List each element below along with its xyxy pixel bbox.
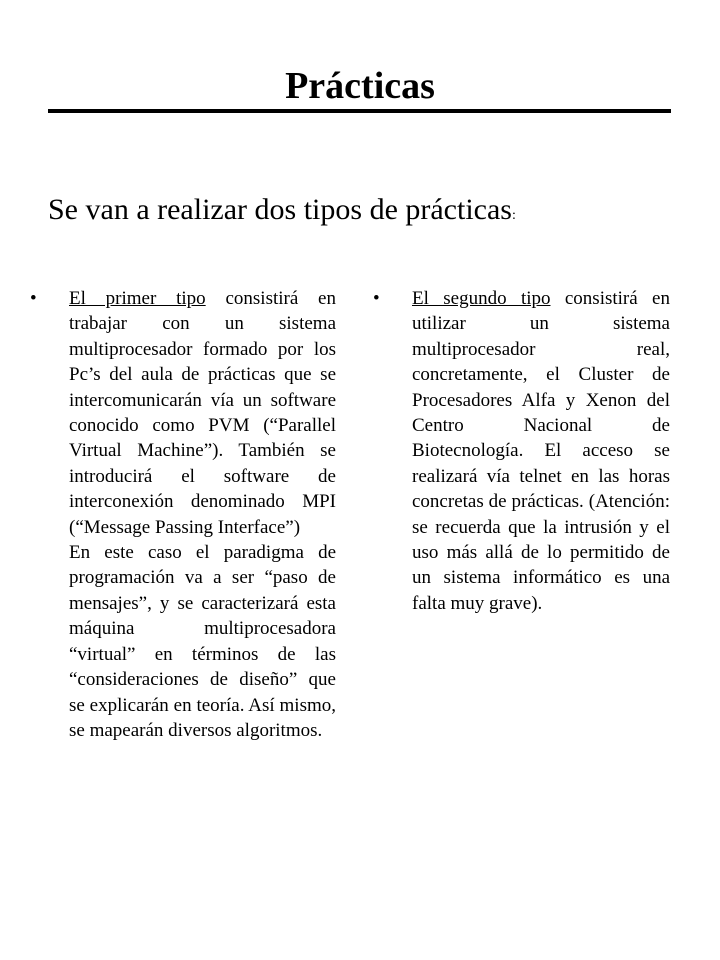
right-column [373,286,670,616]
bullet-label-first-type: El primer tipo [69,288,206,309]
bullet-continuation-paragraph: En este caso el paradigma de programación va a ser “paso de mensajes”, y se caracterizará esta máquina multiprocesadora “virtual” en términos de las “consideraciones de diseño” que se explicarán en teoría. Así mismo, se mapearán diversos algoritmos. [69,542,336,741]
subtitle-colon: : [511,208,516,223]
bullet-body [69,286,336,743]
bullet-text-first-type: consistirá en trabajar con un sistema multiprocesador formado por los Pc’s del aula de prácticas que se intercomunicarán vía un software conocido como PVM (“Parallel Virtual Machine”). También se introducirá el software de interconexión denominado MPI (“Message Passing Interface”) [69,288,336,538]
left-column [30,286,336,743]
bullet-icon: • [373,288,380,309]
bullet-body [412,286,670,616]
slide-title: Prácticas [285,65,435,107]
bullet-text-second-type: consistirá en utilizar un sistema multiprocesador real, concretamente, el Cluster de Procesadores Alfa y Xenon del Centro Nacional de Biotecnología. El acceso se realizará vía telnet en las horas concretas de prácticas. (Atención: se recuerda que la intrusión y el uso más allá de lo permitido de un sistema informático es una falta muy grave). [412,288,670,614]
slide-subtitle [48,190,516,236]
bullet-label-second-type: El segundo tipo [412,288,551,309]
bullet-paragraph [412,286,670,616]
bullet-paragraph [69,286,336,540]
subtitle-text: Se van a realizar dos tipos de prácticas [48,193,512,226]
title-underline-rule [48,109,671,113]
bullet-item-first-type [30,286,336,743]
bullet-item-second-type [373,286,670,616]
bullet-icon: • [30,288,37,309]
